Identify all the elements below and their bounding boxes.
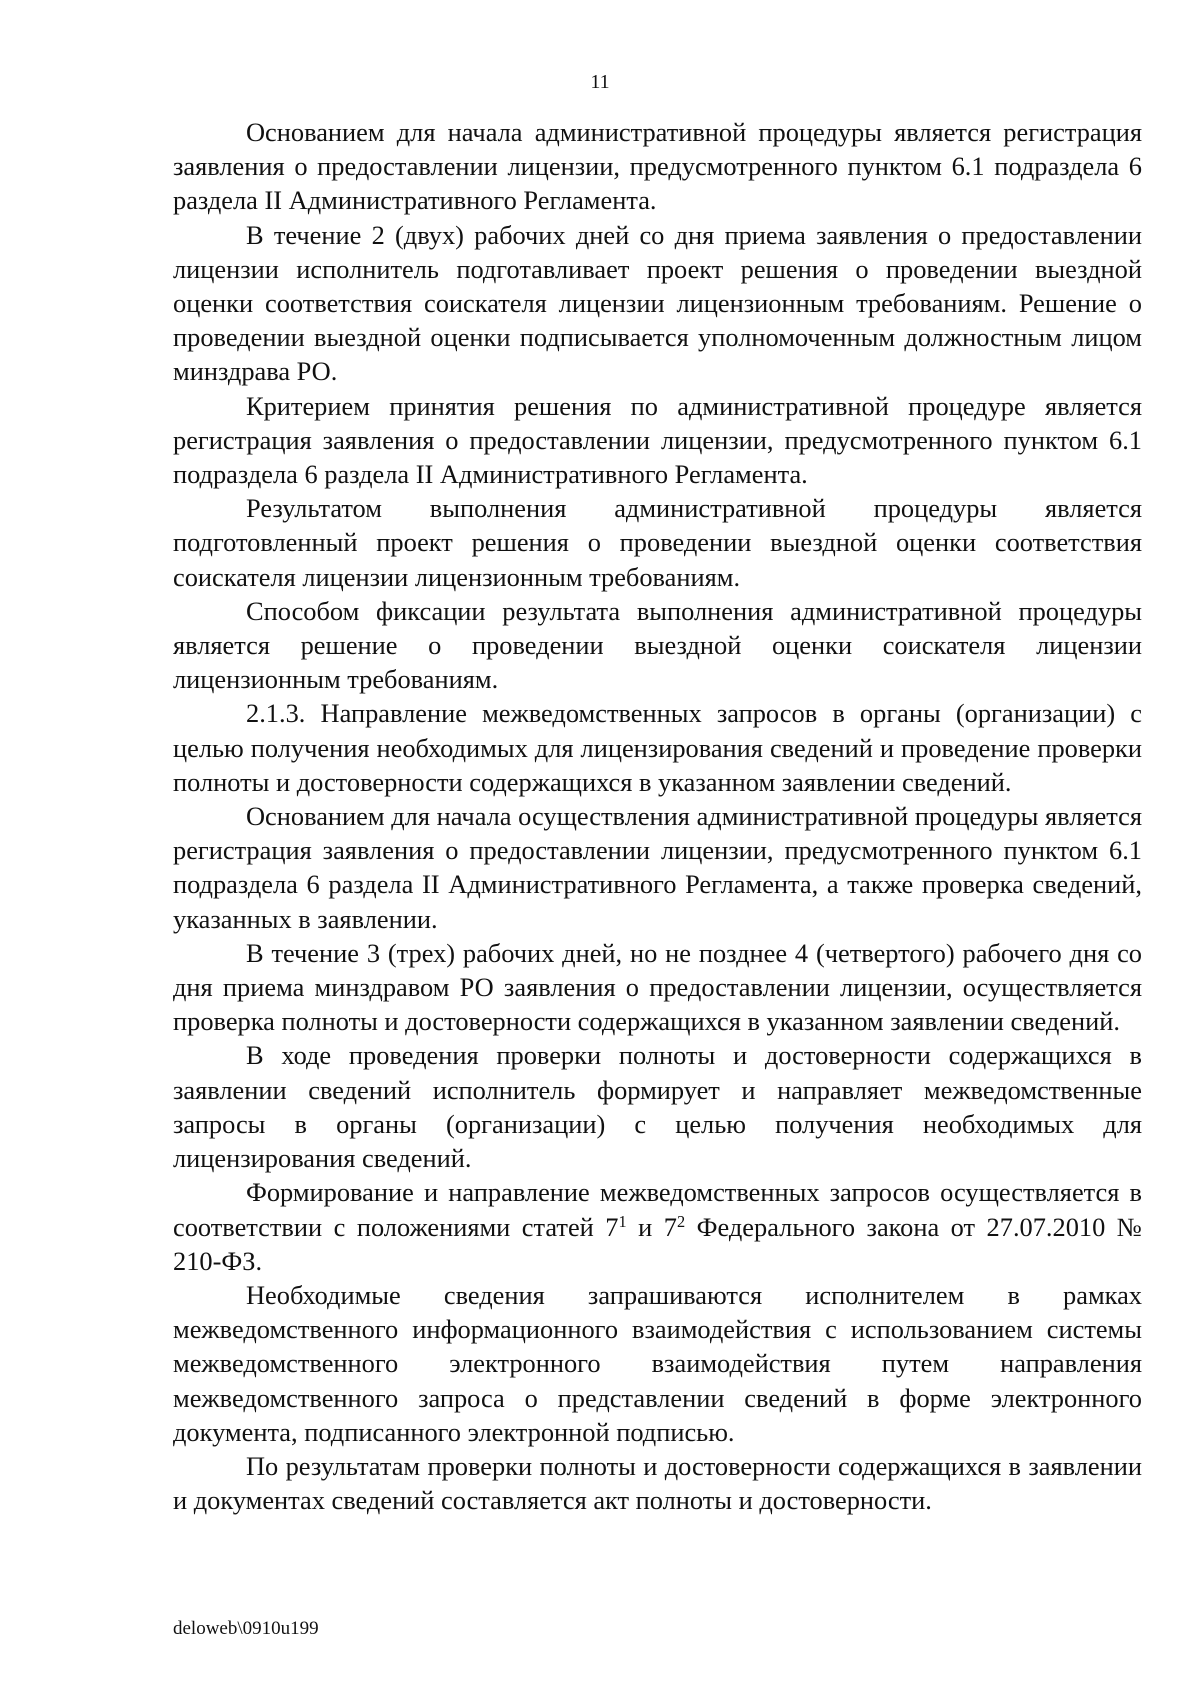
page-number: 11 — [590, 71, 610, 93]
paragraph-section-2-1-3: 2.1.3. Направление межведомственных запросов в органы (организации) с целью получения необходимых для лицензирования сведений и проведение проверки полноты и достоверности содержащихся в указанном заявлении сведений. — [173, 698, 1142, 797]
paragraph-basis-procedure: Основанием для начала осуществления административной процедуры является регистрация заявления о предоставлении лицензии, предусмотренного пунктом 6.1 подраздела 6 раздела II Административного Регламента, а также проверка сведений, указанных в заявлении. — [173, 801, 1142, 934]
federal-law-text-part2: и 7 — [626, 1211, 677, 1242]
paragraph-federal-law — [173, 1175, 1142, 1278]
federal-law-text-part1: Формирование и направление межведомственных запросов осуществляется в соответствии с положениями статей 7 — [173, 1177, 1142, 1242]
paragraph-criterion: Критерием принятия решения по административной процедуре является регистрация заявления о предоставлении лицензии, предусмотренного пунктом 6.1 подраздела 6 раздела II Административного Регламента. — [173, 390, 1142, 490]
paragraph-term-three-days: В течение 3 (трех) рабочих дней, но не позднее 4 (четвертого) рабочего дня со дня приема минздравом РО заявления о предоставлении лицензии, осуществляется проверка полноты и достоверности содержащихся в указанном заявлении сведений. — [173, 937, 1142, 1037]
paragraph-basis: Основанием для начала административной процедуры является регистрация заявления о предоставлении лицензии, предусмотренного пунктом 6.1 подраздела 6 раздела II Административного Регламента. — [173, 117, 1142, 216]
footer-document-code: deloweb\0910u199 — [173, 1618, 319, 1639]
paragraph-result: Результатом выполнения административной процедуры является подготовленный проект решения о проведении выездной оценки соответствия соискателя лицензии лицензионным требованиям. — [173, 493, 1142, 592]
paragraph-act-completeness: По результатам проверки полноты и достоверности содержащихся в заявлении и документах сведений составляется акт полноты и достоверности. — [173, 1450, 1142, 1516]
paragraph-term-two-days: В течение 2 (двух) рабочих дней со дня приема заявления о предоставлении лицензии исполнитель подготавливает проект решения о проведении выездной оценки соответствия соискателя лицензии лицензионным требованиям. Решение о проведении выездной оценки подписывается уполномоченным должностным лицом минздрава РО. — [173, 219, 1142, 387]
article-superscript-1: 1 — [618, 1211, 627, 1231]
document-body — [173, 115, 1142, 1517]
paragraph-interagency-interaction: Необходимые сведения запрашиваются исполнителем в рамках межведомственного информационного взаимодействия с использованием системы межведомственного электронного взаимодействия путем направления межведомственного запроса о представлении сведений в форме электронного документа, подписанного электронной подписью. — [173, 1279, 1142, 1447]
paragraph-fixation-method: Способом фиксации результата выполнения административной процедуры является решение о проведении выездной оценки соискателя лицензии лицензионным требованиям. — [173, 595, 1142, 695]
article-superscript-2: 2 — [676, 1211, 686, 1231]
federal-law-text-part3: Федерального закона от 27.07.2010 № 210-ФЗ. — [173, 1211, 1142, 1276]
paragraph-verification-requests: В ходе проведения проверки полноты и достоверности содержащихся в заявлении сведений исполнитель формирует и направляет межведомственные запросы в органы (организации) с целью получения необходимых для лицензирования сведений. — [173, 1040, 1142, 1174]
